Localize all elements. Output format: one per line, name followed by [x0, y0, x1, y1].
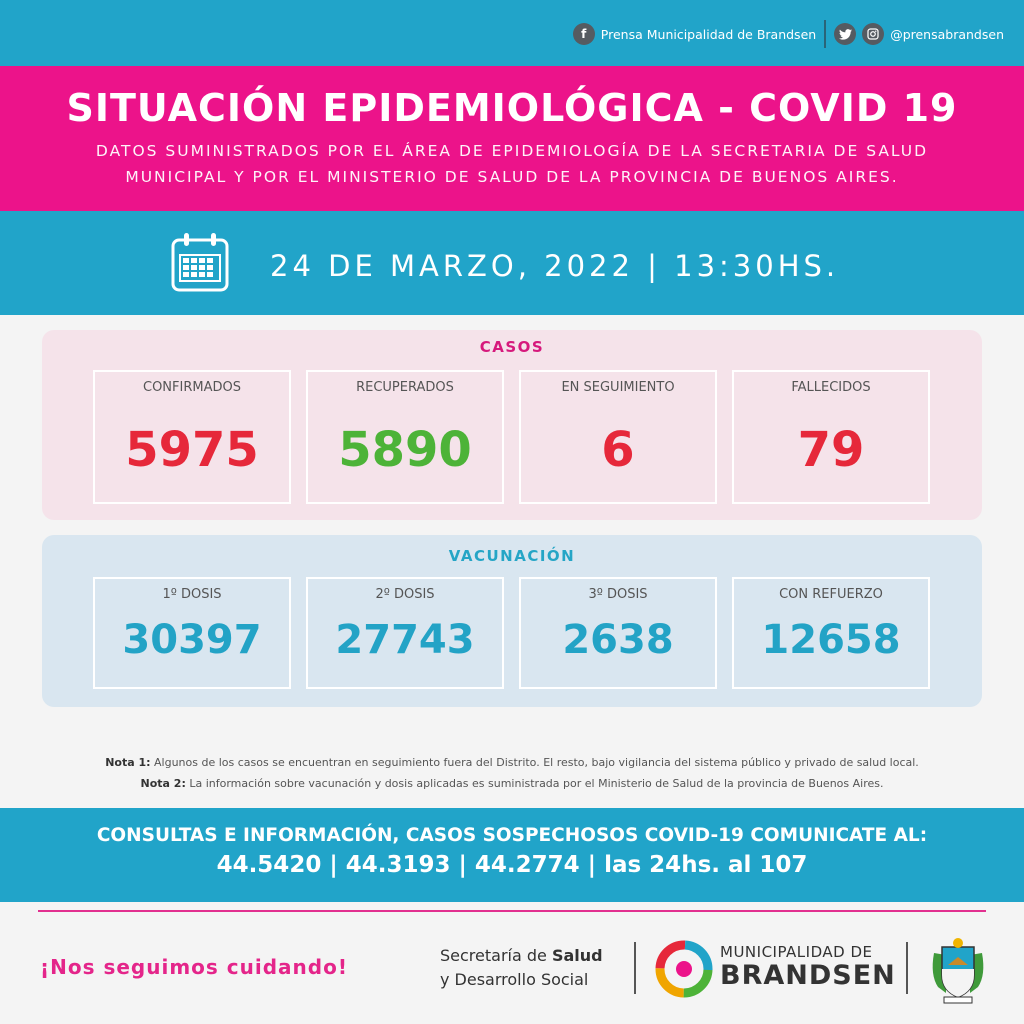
notes — [0, 752, 1024, 794]
twitter-icon[interactable] — [834, 23, 856, 45]
card-label: RECUPERADOS — [356, 380, 454, 395]
card-value: 79 — [797, 422, 865, 478]
card-label: EN SEGUIMIENTO — [561, 380, 675, 395]
contact-heading: CONSULTAS E INFORMACIÓN, CASOS SOSPECHOSOS COVID-19 COMUNICATE AL: — [96, 825, 928, 846]
municipality-name — [720, 945, 896, 989]
card-label: CON REFUERZO — [779, 587, 883, 602]
card-label: 1º DOSIS — [162, 587, 222, 602]
casos-title: CASOS — [479, 338, 545, 356]
secretaria-prefix: Secretaría de — [440, 946, 552, 965]
note-2-label: Nota 2: — [140, 777, 186, 790]
card-value: 5975 — [125, 422, 259, 478]
header-banner — [0, 66, 1024, 211]
recuperados-card — [306, 370, 504, 504]
card-value: 30397 — [122, 617, 262, 663]
fallecidos-card — [732, 370, 930, 504]
card-value: 12658 — [761, 617, 901, 663]
secretaria-line-1 — [440, 944, 603, 968]
facebook-label[interactable]: Prensa Municipalidad de Brandsen — [600, 26, 817, 42]
vacunacion-title: VACUNACIÓN — [448, 547, 576, 565]
coat-of-arms-icon — [928, 935, 988, 1005]
note-2-text: La información sobre vacunación y dosis aplicadas es suministrada por el Ministerio de Salud de la provincia de Buenos Aires. — [185, 777, 884, 790]
top-bar — [0, 0, 1024, 66]
seguimiento-card — [519, 370, 717, 504]
municipality-logo-icon — [655, 940, 713, 998]
contact-band — [0, 808, 1024, 902]
instagram-handle[interactable]: @prensabrandsen — [890, 26, 1004, 42]
secretaria-line-2: y Desarrollo Social — [440, 970, 589, 989]
date-band — [0, 211, 1024, 315]
social-divider — [824, 20, 826, 48]
refuerzo-card — [732, 577, 930, 689]
contact-phones: 44.5420 | 44.3193 | 44.2774 | las 24hs. al 107 — [216, 852, 808, 878]
card-value: 2638 — [562, 617, 674, 663]
page-title: SITUACIÓN EPIDEMIOLÓGICA - COVID 19 — [66, 86, 958, 130]
slogan: ¡Nos seguimos cuidando! — [40, 955, 348, 979]
calendar-icon — [170, 231, 230, 293]
dosis-2-card — [306, 577, 504, 689]
social-links — [573, 20, 1004, 48]
card-label: FALLECIDOS — [791, 380, 871, 395]
note-1-label: Nota 1: — [105, 756, 151, 769]
card-label: 3º DOSIS — [588, 587, 648, 602]
card-label: 2º DOSIS — [375, 587, 435, 602]
footer-divider-1 — [634, 942, 636, 994]
dosis-3-card — [519, 577, 717, 689]
vacunacion-panel — [42, 535, 982, 707]
muni-line-2: BRANDSEN — [720, 960, 896, 991]
card-value: 6 — [601, 422, 635, 478]
instagram-icon[interactable] — [862, 23, 884, 45]
note-1 — [0, 752, 1024, 773]
footer-divider — [38, 910, 986, 912]
subtitle-line-2: MUNICIPAL Y POR EL MINISTERIO DE SALUD DE LA PROVINCIA DE BUENOS AIRES. — [125, 168, 899, 186]
subtitle-line-1: DATOS SUMINISTRADOS POR EL ÁREA DE EPIDEMIOLOGÍA DE LA SECRETARIA DE SALUD — [95, 142, 929, 160]
note-1-text: Algunos de los casos se encuentran en seguimiento fuera del Distrito. El resto, bajo vigilancia del sistema público y privado de salud local. — [150, 756, 919, 769]
card-label: CONFIRMADOS — [143, 380, 241, 395]
facebook-icon[interactable]: f — [573, 23, 595, 45]
confirmados-card — [93, 370, 291, 504]
secretaria-label — [440, 944, 603, 992]
card-value: 5890 — [338, 422, 472, 478]
casos-panel — [42, 330, 982, 520]
dosis-1-card — [93, 577, 291, 689]
card-value: 27743 — [335, 617, 475, 663]
note-2 — [0, 773, 1024, 794]
date-time: 24 DE MARZO, 2022 | 13:30HS. — [270, 249, 840, 283]
muni-line-1: MUNICIPALIDAD DE — [720, 943, 873, 961]
secretaria-salud: Salud — [551, 946, 603, 965]
footer-divider-2 — [906, 942, 908, 994]
